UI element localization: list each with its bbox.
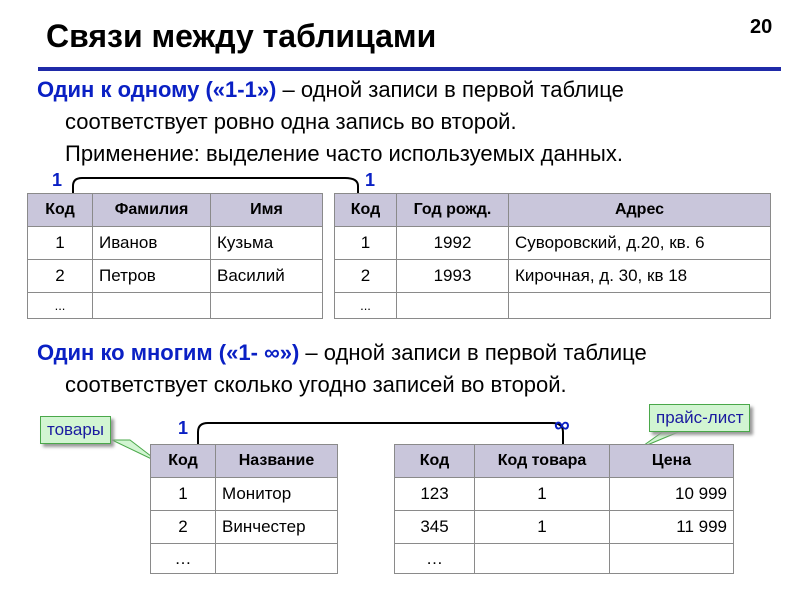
table-cell: 1 [475,511,610,544]
table-cell: … [395,544,475,574]
table-cell: 1993 [397,260,509,293]
table-header-cell: Имя [211,194,323,227]
table-cell [509,293,771,319]
table-row [395,544,734,574]
table-cell: 1 [151,478,216,511]
table-row [28,293,323,319]
table-cell: Монитор [216,478,338,511]
table-header-cell: Фамилия [93,194,211,227]
table-header-cell: Код [335,194,397,227]
table-cell: Кирочная, д. 30, кв 18 [509,260,771,293]
table-row [28,260,323,293]
table-cell [216,544,338,574]
table-row [335,260,771,293]
table-header-cell: Код [28,194,93,227]
table-cell: 1 [335,227,397,260]
one-to-one-text-3: Применение: выделение часто используемых данных. [65,141,623,166]
title-underline [38,67,781,71]
one-to-many-card-right: ∞ [554,412,570,437]
table-cell [211,293,323,319]
table-cell: 10 999 [610,478,734,511]
table-cell: Иванов [93,227,211,260]
table-header-cell: Код [395,445,475,478]
table-cell [93,293,211,319]
table-header-cell: Код [151,445,216,478]
table-price-list [394,444,734,574]
one-to-one-text-2: соответствует ровно одна запись во второй. [65,109,517,134]
table-cell [610,544,734,574]
one-to-one-lead: Один к одному («1-1») [37,77,277,102]
one-to-many-card-left: 1 [178,418,189,438]
table-cell [397,293,509,319]
table-cell: 345 [395,511,475,544]
table-addresses [334,193,771,319]
one-to-one-paragraph [37,74,624,170]
table-cell: 1 [475,478,610,511]
one-to-many-text-2: соответствует сколько угодно записей во второй. [65,372,567,397]
table-row [395,511,734,544]
table-cell [475,544,610,574]
table-row [28,227,323,260]
table-cell: 2 [151,511,216,544]
table-header-cell: Название [216,445,338,478]
table-row [151,511,338,544]
table-persons [27,193,323,319]
table-cell: ... [335,293,397,319]
table-cell: Петров [93,260,211,293]
table-row [335,227,771,260]
one-to-many-text-1: – одной записи в первой таблице [299,340,647,365]
table-products [150,444,338,574]
table-row [151,544,338,574]
table-row [151,478,338,511]
table-cell: 123 [395,478,475,511]
callout-price-list: прайс-лист [649,404,750,432]
one-to-one-text-1: – одной записи в первой таблице [276,77,624,102]
table-cell: 2 [28,260,93,293]
table-cell: … [151,544,216,574]
table-cell: 2 [335,260,397,293]
table-header-cell: Код товара [475,445,610,478]
table-cell: Кузьма [211,227,323,260]
table-header-cell: Цена [610,445,734,478]
table-cell: 1992 [397,227,509,260]
table-cell: 11 999 [610,511,734,544]
table-header-cell: Год рожд. [397,194,509,227]
one-to-one-card-left: 1 [52,170,63,190]
slide-title: Связи между таблицами [46,18,437,54]
one-to-one-card-right: 1 [365,170,376,190]
one-to-many-lead: Один ко многим («1- ∞») [37,340,300,365]
callout-tovary: товары [40,416,111,444]
table-cell: 1 [28,227,93,260]
table-cell: Суворовский, д.20, кв. 6 [509,227,771,260]
page-number: 20 [750,16,773,38]
table-row [335,293,771,319]
table-header-cell: Адрес [509,194,771,227]
table-cell: Винчестер [216,511,338,544]
table-row [395,478,734,511]
table-cell: ... [28,293,93,319]
one-to-many-paragraph [37,337,647,401]
table-cell: Василий [211,260,323,293]
